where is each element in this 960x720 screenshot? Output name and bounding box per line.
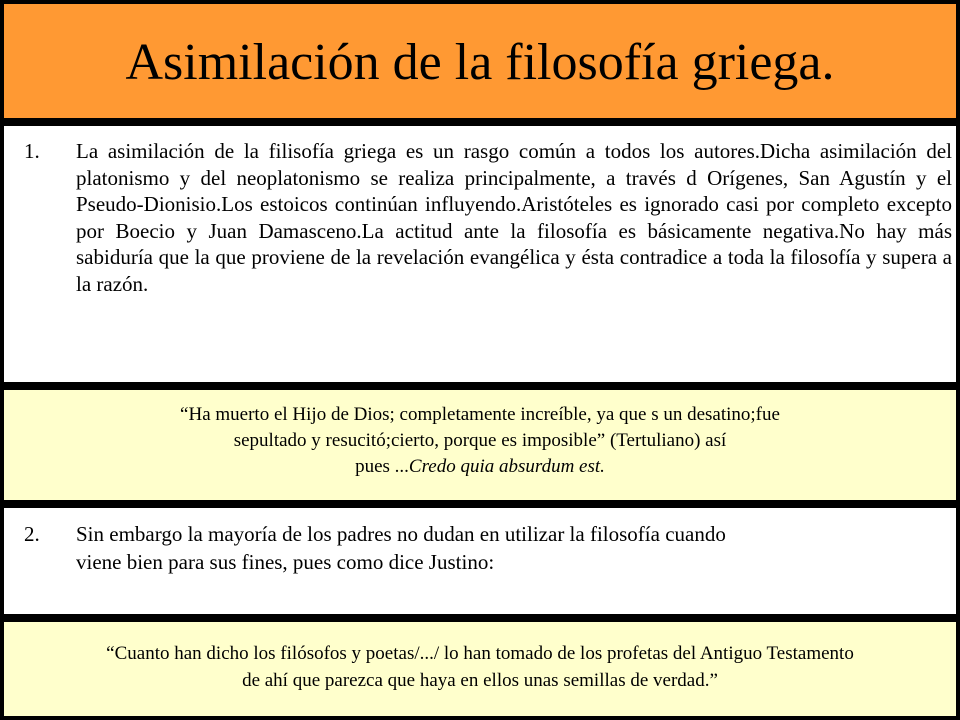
quote-2-line-1: “Cuanto han dicho los filósofos y poetas/.../ lo han tomado de los profetas del Antiguo Testamento (106, 643, 854, 664)
justino-quote-panel (4, 622, 956, 716)
point-2-line-1: Sin embargo la mayoría de los padres no dudan en utilizar la filosofía cuando (76, 522, 726, 546)
title-banner (4, 4, 956, 118)
quote-1-line-3 (4, 454, 956, 480)
point-2-number: 2. (24, 522, 40, 546)
point-2-text (76, 520, 936, 576)
point-2-line-2: viene bien para sus fines, pues como dice Justino: (76, 550, 495, 574)
point-1-panel (4, 126, 956, 382)
quote-1-latin-phrase: Credo quia absurdum est. (408, 456, 605, 477)
point-1-number: 1. (24, 139, 40, 163)
quote-2-line-2: de ahí que parezca que haya en ellos unas semillas de verdad.” (242, 670, 718, 691)
quote-1-line-1: “Ha muerto el Hijo de Dios; completamente increíble, ya que s un desatino;fue (180, 404, 780, 425)
tertuliano-quote (4, 402, 956, 480)
justino-quote (4, 640, 956, 694)
quote-1-line-3-prefix: pues ... (355, 456, 409, 477)
slide-title: Asimilación de la filosofía griega. (125, 34, 835, 91)
point-1-text: La asimilación de la filisofía griega es un rasgo común a todos los autores.Dicha asimilación del platonismo y del neoplatonismo se realiza principalmente, a través d Orígenes, San Agustín y el Pseudo-Dionisio.Los estoicos continúan influyendo.Aristóteles es ignorado casi por completo excepto por Boecio y Juan Damasceno.La actitud ante la filosofía es básicamente negativa.No hay más sabiduría que la que proviene de la revelación evangélica y ésta contradice a toda la filosofía y supera a la razón. (76, 139, 952, 296)
point-2-panel (4, 508, 956, 614)
quote-1-line-2: sepultado y resucitó;cierto, porque es imposible” (Tertuliano) así (233, 430, 727, 451)
tertuliano-quote-panel (4, 390, 956, 500)
